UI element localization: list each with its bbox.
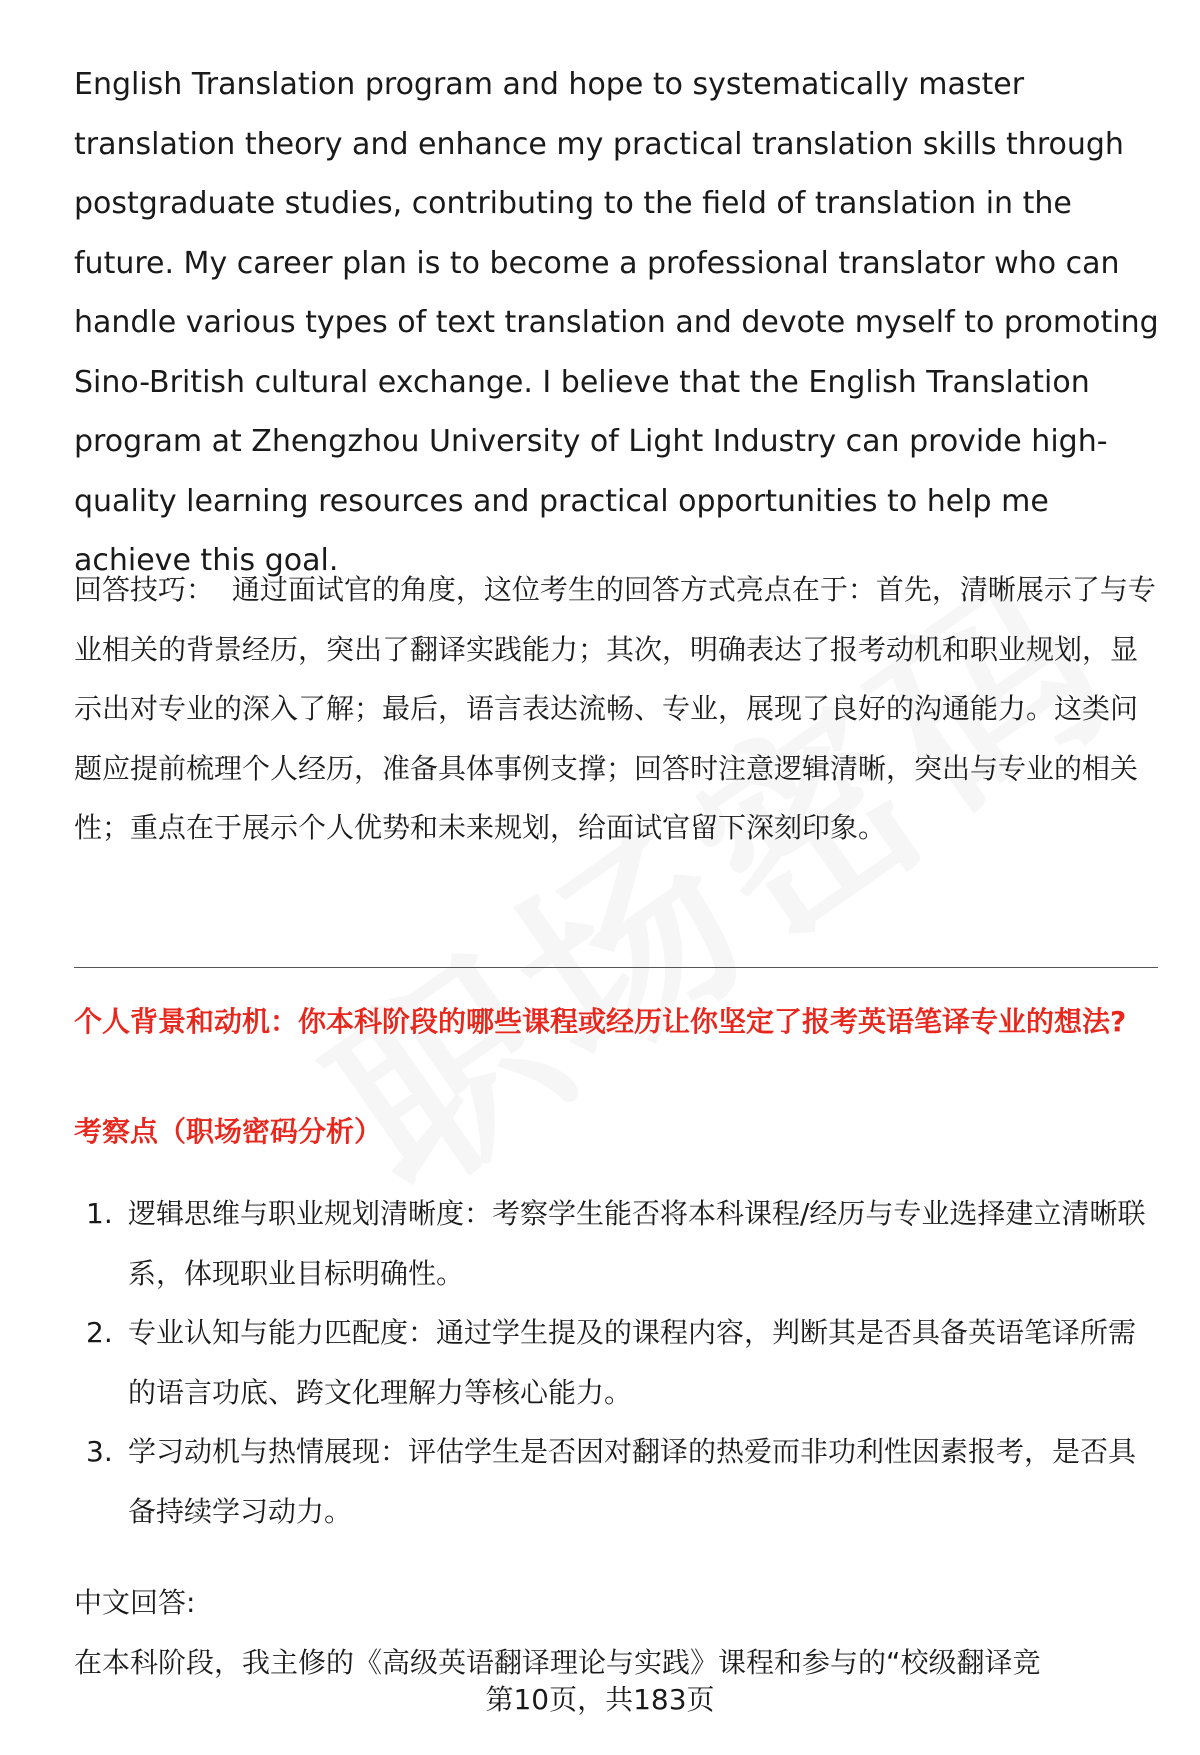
list-item-text: 专业认知与能力匹配度：通过学生提及的课程内容，判断其是否具备英语笔译所需的语言功底、跨文化理解力等核心能力。 xyxy=(128,1316,1137,1409)
assessment-points-heading: 考察点（职场密码分析） xyxy=(74,1115,383,1148)
document-page xyxy=(74,0,1160,1755)
list-item-number: 3. xyxy=(86,1435,113,1468)
answer-tip-label: 回答技巧： xyxy=(74,573,215,606)
english-paragraph: English Translation program and hope to systematically master translation theory and enhance my practical translation skills through postgraduate studies, contributing to the field of translation in the future. My career plan is to become a professional translator who can handle various types of text translation and devote myself to promoting Sino-British cultural exchange. I believe that the English Translation program at Zhengzhou University of Light Industry can provide high-quality learning resources and practical opportunities to help me achieve this goal. xyxy=(74,67,1159,578)
answer-tip-text: 通过面试官的角度，这位考生的回答方式亮点在于：首先，清晰展示了与专业相关的背景经历，突出了翻译实践能力；其次，明确表达了报考动机和职业规划，显示出对专业的深入了解；最后，语言表达流畅、专业，展现了良好的沟通能力。这类问题应提前梳理个人经历，准备具体事例支撑；回答时注意逻辑清晰，突出与专业的相关性；重点在于展示个人优势和未来规划，给面试官留下深刻印象。 xyxy=(74,573,1156,844)
list-item-number: 1. xyxy=(86,1197,113,1230)
page-footer: 第10页，共183页 xyxy=(485,1683,715,1716)
section-divider xyxy=(74,967,1158,968)
list-item-text: 逻辑思维与职业规划清晰度：考察学生能否将本科课程/经历与专业选择建立清晰联系，体现职业目标明确性。 xyxy=(128,1197,1146,1290)
assessment-points-list xyxy=(74,1184,1160,1541)
list-item xyxy=(74,1303,1160,1422)
list-item-number: 2. xyxy=(86,1316,113,1349)
list-item-text: 学习动机与热情展现：评估学生是否因对翻译的热爱而非功利性因素报考，是否具备持续学习动力。 xyxy=(128,1435,1137,1528)
chinese-answer-label: 中文回答: xyxy=(74,1586,196,1619)
chinese-answer-text: 在本科阶段，我主修的《高级英语翻译理论与实践》课程和参与的“校级翻译竞 xyxy=(74,1646,1041,1679)
answer-tip-paragraph xyxy=(74,560,1160,858)
list-item xyxy=(74,1184,1160,1303)
list-item xyxy=(74,1422,1160,1541)
question-heading: 个人背景和动机：你本科阶段的哪些课程或经历让你坚定了报考英语笔译专业的想法? xyxy=(74,1005,1127,1038)
